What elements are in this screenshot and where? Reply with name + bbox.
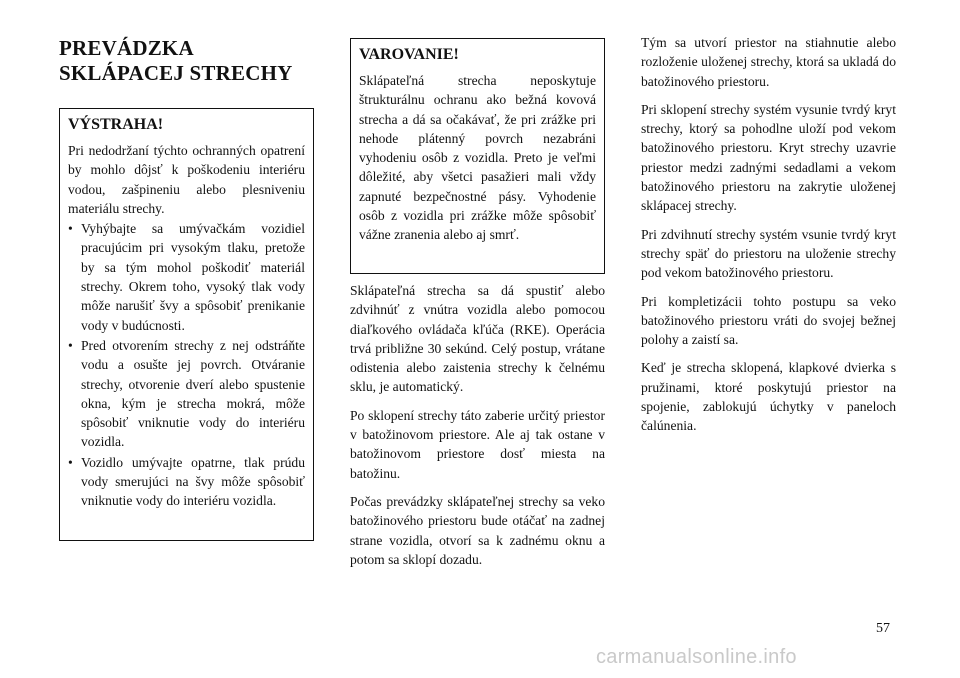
section-heading-line1: PREVÁDZKA — [59, 36, 194, 60]
warning-intro: Pri nedodržaní týchto ochranných opatrení by mohlo dôjsť k poškodeniu interiéru vodou, zašpineniu alebo plesniveniu materiálu strechy. — [68, 143, 305, 216]
paragraph: Po sklopení strechy táto zaberie určitý priestor v batožinovom priestore. Ale aj tak ostane v batožinovom priestore dosť miesta na batožinu. — [350, 407, 605, 481]
page-number: 57 — [876, 621, 890, 636]
paragraph: Pri kompletizácii tohto postupu sa veko batožinového priestoru vráti do svojej bežnej polohy a zaistí sa. — [641, 293, 896, 348]
warning-bullet-list — [68, 219, 305, 510]
caution-title: VAROVANIE! — [359, 46, 459, 63]
paragraph: Pri sklopení strechy systém vysunie tvrdý kryt strechy, ktorý sa pohodlne uloží pod vekom batožinového priestoru. Kryt strechy uzavrie priestor medzi zadnými sedadlami a vekom batožinového priestoru na zakrytie uloženej sklápacej strechy. — [641, 101, 896, 214]
bullet-marker: • — [68, 221, 73, 237]
warning-title: VÝSTRAHA! — [68, 116, 164, 133]
section-heading-line2: SKLÁPACEJ STRECHY — [59, 61, 293, 85]
paragraph: Pri zdvihnutí strechy systém vsunie tvrdý kryt strechy späť do priestoru na uloženie strechy pod vekom batožinového priestoru. — [641, 226, 896, 281]
paragraph: Keď je strecha sklopená, klapkové dvierka s pružinami, ktoré poskytujú priestor na spojenie, zablokujú úchytky v paneloch čalúnenia. — [641, 360, 896, 434]
paragraph: Počas prevádzky sklápateľnej strechy sa veko batožinového priestoru bude otáčať na zadnej strane vozidla, otvorí sa k zadnému oknu a potom sa sklopí dozadu. — [350, 493, 605, 567]
bullet-marker: • — [68, 337, 73, 353]
caution-box — [350, 38, 605, 274]
column2-body — [350, 281, 605, 578]
warning-bullet-item — [68, 336, 305, 452]
warning-bullet-text: Pred otvorením strechy z nej odstráňte vodu a osušte jej povrch. Otváranie strechy, otvorenie dverí alebo spustenie okna, kým je strecha mokrá, môže spôsobiť vniknutie vody do interiéru vozidla. — [81, 337, 305, 450]
column3-body — [641, 33, 896, 445]
section-heading — [59, 36, 329, 86]
warning-box — [59, 108, 314, 541]
paragraph: Sklápateľná strecha sa dá spustiť alebo zdvihnúť z vnútra vozidla alebo pomocou diaľkového ovládača kľúča (RKE). Operácia trvá približne 30 sekúnd. Celý postup, vrátane odistenia alebo zaistenia strechy k čelnému sklu, je automatický. — [350, 283, 605, 395]
bullet-marker: • — [68, 454, 73, 470]
caution-text: Sklápateľná strecha neposkytuje štrukturálnu ochranu ako bežná kovová strecha a dá sa očakávať, že pri zrážke pri nehode plátenný povrch nezabráni vyhodeniu osôb z vozidla. Preto je veľmi dôležité, aby všetci pasažieri mali vždy zapnuté bezpečnostné pásy. Vyhodenie osôb z vozidla pri zrážke môže spôsobiť vážne zranenia alebo aj smrť. — [359, 73, 596, 243]
warning-bullet-text: Vyhýbajte sa umývačkám vozidiel pracujúcim pri vysokým tlaku, pretože by sa tým mohol poškodiť materiál strechy. Okrem toho, vysoký tlak vody môže narušiť švy a spôsobiť prenikanie vody v budúcnosti. — [81, 221, 305, 333]
warning-bullet-text: Vozidlo umývajte opatrne, tlak prúdu vody smerujúci na švy môže spôsobiť vniknutie vody do interiéru vozidla. — [81, 454, 305, 509]
warning-bullet-item — [68, 219, 305, 335]
warning-bullet-item — [68, 453, 305, 511]
paragraph: Tým sa utvorí priestor na stiahnutie alebo rozloženie uloženej strechy, ktorá sa ukladá do batožinového priestoru. — [641, 35, 896, 89]
watermark: carmanualsonline.info — [596, 646, 797, 668]
